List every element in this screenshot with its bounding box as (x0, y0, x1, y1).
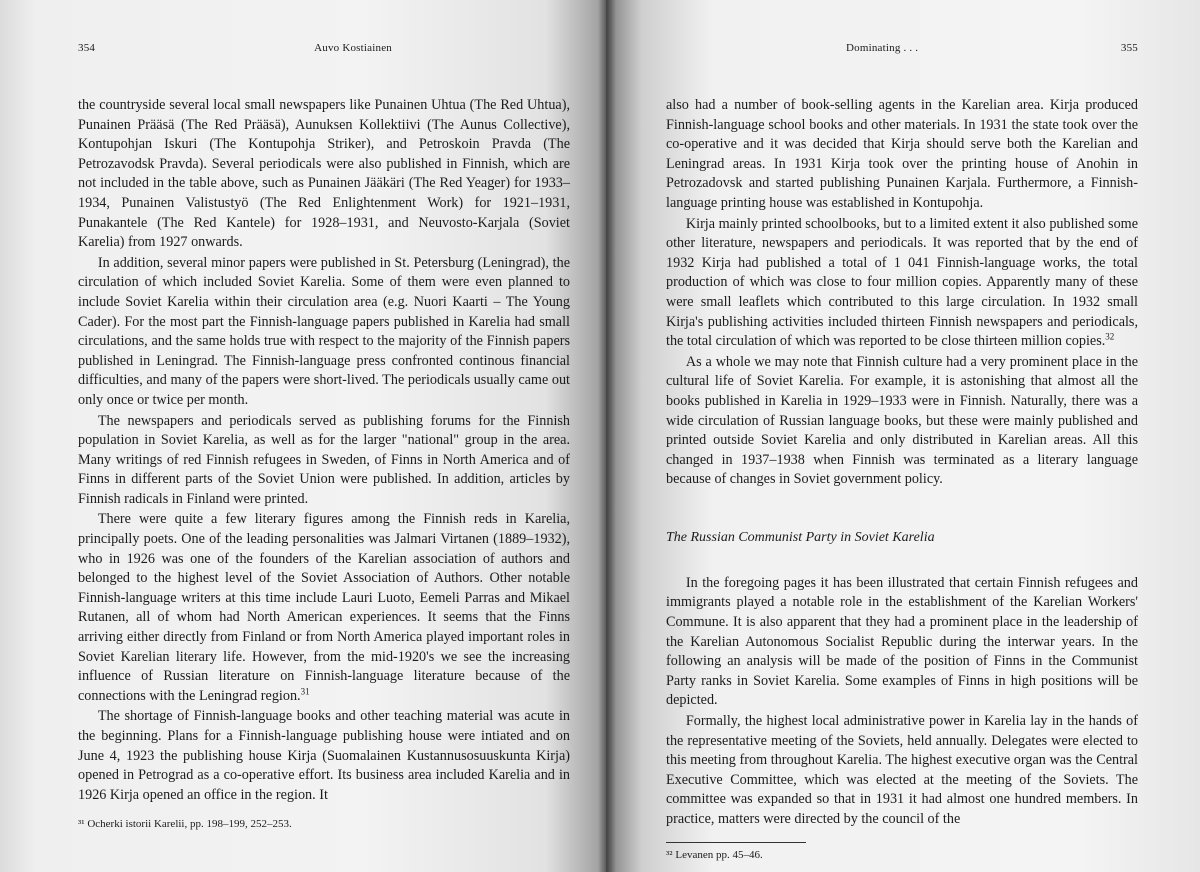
right-paragraph-2-text: Kirja mainly printed schoolbooks, but to a limited extent it also published some other literature, newspapers and periodicals. It was reported that by the end of 1932 Kirja had published a total of 1 041 Finnish-language works, the total production of which was close to four million copies. Apparently many of these were small leaflets which contributed to this large circulation. In 1932 small Kirja's publishing activities included thirteen Finnish newspapers and periodicals, the total circulation of which was reported to be close thirteen million copies. (666, 215, 1138, 350)
right-paragraph-3: As a whole we may note that Finnish culture had a very prominent place in the cultural life of Soviet Karelia. For example, it is astonishing that almost all the books published in Karelia in 1929–1933 were in Finnish. Naturally, there was a wide circulation of Russian language books, but these were mainly published and printed outside Soviet Karelia and only distributed in Karelian areas. All this changed in 1937–1938 when Finnish was terminated as a literary language because of changes in Soviet government policy. (666, 353, 1138, 488)
right-running-head (666, 42, 1138, 54)
left-paragraph-5: The shortage of Finnish-language books and other teaching material was acute in the beginning. Plans for a Finnish-language publishing house were intiated and on June 4, 1923 the publishing house Kirja (Suomalainen Kustannusosuuskunta Kirja) opened in Petrograd as a co-operative effort. Its business area included Karelia and in 1926 Kirja opened an office in the region. It (78, 708, 570, 803)
left-paragraph-1: the countryside several local small newspapers like Punainen Uhtua (The Red Uhtua), Punainen Prääsä (The Red Prääsä), Aunuksen Kollektiivi (The Aunus Collective), Kontupohjan Iskuri (The Kontupohja Striker), and Petroskoin Pravda (The Petrozavodsk Pravda). Several periodicals were also published in Finnish, which are not included in the table above, such as Punainen Jääkäri (The Red Yeager) for 1933–1934, Punainen Valistustyö (The Red Enlightenment Work) for 1921–1931, Punakantele (The Red Kantele) for 1928–1931, and Neuvosto-Karjala (Soviet Karelia) from 1927 onwards. (78, 97, 570, 251)
left-page-number: 354 (78, 42, 96, 54)
right-page-number: 355 (1120, 42, 1138, 54)
left-footnote: ³¹ Ocherki istorii Karelii, pp. 198–199, 252–253. (78, 818, 292, 830)
right-paragraph-2 (666, 215, 1138, 352)
right-running-title: Dominating . . . (846, 42, 919, 54)
left-running-title: Auvo Kostiainen (314, 42, 392, 54)
right-paragraph-4: In the foregoing pages it has been illustrated that certain Finnish refugees and immigrants played a notable role in the establishment of the Karelian Workers' Commune. It is also apparent that they had a prominent place in the leadership of the Karelian Autonomous Socialist Republic during the interwar years. In the following an analysis will be made of the position of Finns in the Communist Party ranks in Soviet Karelia. Some examples of Finns in high positions will be depicted. (666, 574, 1138, 709)
right-paragraph-5: Formally, the highest local administrative power in Karelia lay in the hands of the representative meeting of the Soviets, held annually. Delegates were elected to this meeting from throughout Karelia. The highest executive organ was the Central Executive Committee, which was elected at the meeting of the Soviets. The committee was expanded so that in 1931 it had almost one hundred members. In practice, matters were directed by the council of the (666, 713, 1138, 827)
footnote-ref-31: 31 (300, 686, 310, 697)
left-paragraph-4-text: There were quite a few literary figures among the Finnish reds in Karelia, principally poets. One of the leading personalities was Jalmari Virtanen (1889–1932), who in 1926 was one of the founders of the Karelian association of authors and belonged to the highest level of the Soviet Association of Authors. Other notable Finnish-language writers at this time include Lauri Luoto, Eemeli Parras and Mikael Rutanen, all of whom had North American experiences. It seems that the Finns arriving either directly from Finland or from North America played important roles in Soviet Karelian literary life. However, from the mid-1920's we see the increasing influence of Russian literature on Finnish-language literature because of the connections with the Leningrad region. (78, 511, 570, 704)
left-footnote-area (78, 812, 292, 830)
left-body-text (78, 96, 570, 805)
left-paragraph-2: In addition, several minor papers were published in St. Petersburg (Leningrad), the circulation of which included Soviet Karelia. Some of them were even planned to include Soviet Karelia within their circulation area (e.g. Nuori Kaarti – The Young Cader). For the most part the Finnish-language papers published in Karelia had small circulations, and the same holds true with respect to the majority of the Finnish papers published in Leningrad. The Finnish-language press confronted continous financial difficulties, and many of the papers were short-lived. The periodicals usually came out only once or twice per month. (78, 254, 570, 408)
right-footnote: ³² Levanen pp. 45–46. (666, 848, 763, 861)
footnote-rule (666, 842, 806, 843)
left-paragraph-3: The newspapers and periodicals served as publishing forums for the Finnish population in Soviet Karelia, as well as for the larger "national" group in the area. Many writings of red Finnish refugees in Sweden, of Finns in North America and of Finns in different parts of the Soviet Union were published. In addition, articles by Finnish radicals in Finland were printed. (78, 412, 570, 507)
right-page (606, 0, 1200, 872)
footnote-ref-32: 32 (1105, 331, 1115, 342)
left-paragraph-4 (78, 510, 570, 706)
left-running-head (78, 42, 570, 54)
right-footnote-area (666, 842, 1138, 861)
book-gutter (598, 0, 616, 872)
right-paragraph-1: also had a number of book-selling agents in the Karelian area. Kirja produced Finnish-language school books and other materials. In 1931 the state took over the co-operative and it was decided that Kirja should serve both the Karelian and Leningrad areas. In 1931 Kirja took over the printing house of Anohin in Petrozadovsk and started publishing Punainen Karjala. Furthermore, a Finnish-language printing house was established in Kontupohja. (666, 97, 1138, 211)
right-body-text (666, 96, 1138, 830)
section-heading: The Russian Communist Party in Soviet Karelia (666, 529, 935, 545)
